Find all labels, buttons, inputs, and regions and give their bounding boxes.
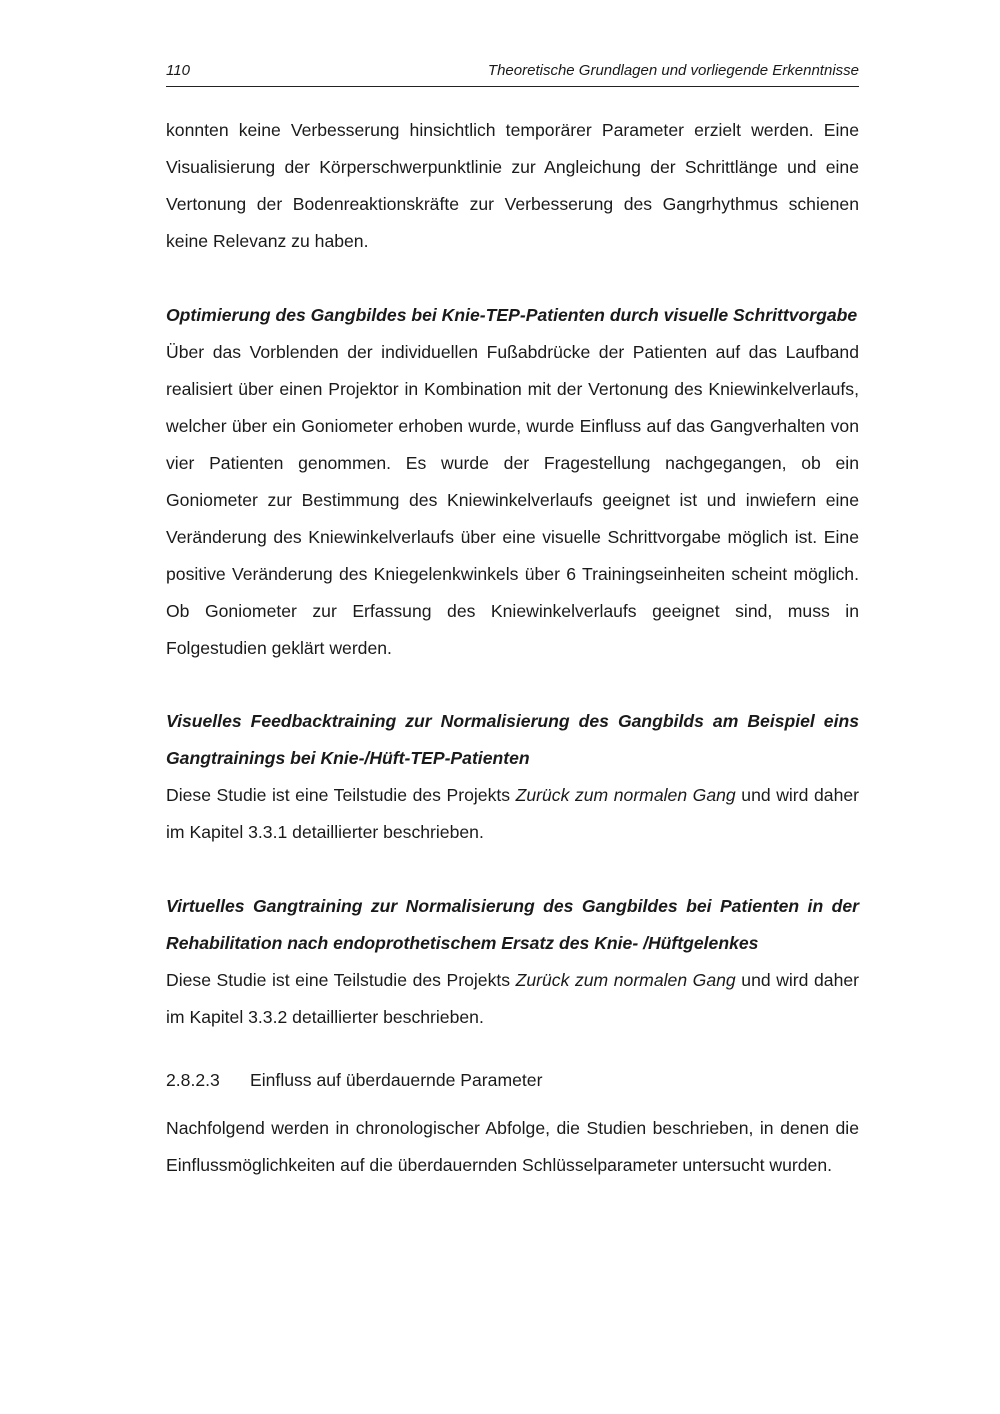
study-heading-visual-feedback: Visuelles Feedbacktraining zur Normalisierung des Gangbilds am Beispiel eins Gangtrainings bei Knie-/Hüft-TEP-Patienten [166, 711, 859, 768]
running-title: Theoretische Grundlagen und vorliegende Erkenntnisse [487, 62, 859, 79]
page-header [166, 60, 859, 87]
study-text-tail: und wird daher im Kapitel 3.3.2 detaillierter beschrieben. [166, 970, 860, 1027]
section-heading [166, 1065, 542, 1095]
study-text-tail: und wird daher im Kapitel 3.3.1 detaillierter beschrieben. [166, 785, 860, 842]
study-paragraph-visual-step: Über das Vorblenden der individuellen Fußabdrücke der Patienten auf das Laufband realisiert über einen Projektor in Kombination mit der Vertonung des Kniewinkelverlaufs, welcher über ein Goniometer erhoben wurde, wurde Einfluss auf das Gangverhalten von vier Patienten genommen. Es wurde der Fragestellung nachgegangen, ob ein Goniometer zur Bestimmung des Kniewinkelverlaufs geeignet ist und inwiefern eine Veränderung des Kniewinkelverlaufs über eine visuelle Schrittvorgabe möglich ist. Eine positive Veränderung des Kniegelenkwinkels über 6 Trainingseinheiten scheint möglich. Ob Goniometer zur Erfassung des Kniewinkelverlaufs geeignet sind, muss in Folgestudien geklärt werden. [166, 342, 859, 658]
section-paragraph: Nachfolgend werden in chronologischer Abfolge, die Studien beschrieben, in denen die Einflussmöglichkeiten auf die überdauernden Schlüsselparameter untersucht wurden. [166, 1118, 859, 1175]
section-number: 2.8.2.3 [166, 1070, 220, 1090]
study-paragraph-virtual-training [166, 962, 859, 1036]
study-text-lead: Diese Studie ist eine Teilstudie des Projekts [166, 785, 516, 805]
project-name: Zurück zum normalen Gang [515, 970, 736, 990]
project-name: Zurück zum normalen Gang [515, 785, 736, 805]
study-paragraph-visual-feedback [166, 777, 859, 851]
study-heading-visual-step: Optimierung des Gangbildes bei Knie-TEP-Patienten durch visuelle Schrittvorgabe [166, 305, 858, 325]
page-number: 110 [166, 62, 190, 79]
section-title: Einfluss auf überdauernde Parameter [250, 1070, 543, 1090]
study-text-lead: Diese Studie ist eine Teilstudie des Projekts [166, 970, 516, 990]
intro-paragraph: konnten keine Verbesserung hinsichtlich temporärer Parameter erzielt werden. Eine Visualisierung der Körperschwerpunktlinie zur Angleichung der Schrittlänge und eine Vertonung der Bodenreaktionskräfte zur Verbesserung des Gangrhythmus schienen keine Relevanz zu haben. [166, 120, 859, 251]
study-heading-virtual-training: Virtuelles Gangtraining zur Normalisierung des Gangbildes bei Patienten in der Rehabilitation nach endoprothetischem Ersatz des Knie- /Hüftgelenkes [166, 896, 859, 953]
